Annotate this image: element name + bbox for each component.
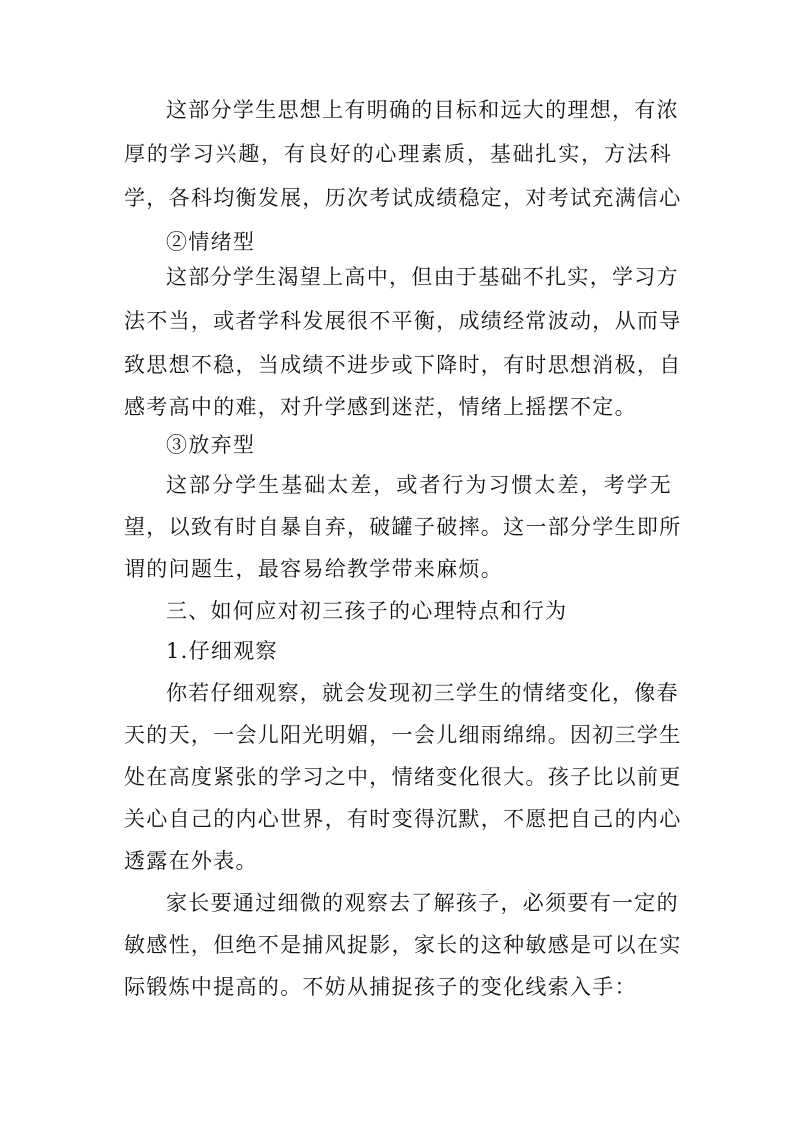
paragraph-4-line-1: 你若仔细观察，就会发现初三学生的情绪变化，像春 (166, 681, 679, 705)
paragraph-2-line-1: 这部分学生渴望上高中，但由于基础不扎实，学习方 (166, 265, 679, 289)
paragraph-1-line-3: 学，各科均衡发展，历次考试成绩稳定，对考试充满信心 (124, 186, 682, 210)
subheading-abandon-type: ③放弃型 (166, 433, 256, 457)
paragraph-4-line-5: 透露在外表。 (124, 849, 258, 873)
paragraph-5-line-2: 敏感性，但绝不是捕风捉影，家长的这种敏感是可以在实 (124, 933, 682, 957)
paragraph-4-line-2: 天的天，一会儿阳光明媚，一会儿细雨绵绵。因初三学生 (124, 723, 682, 747)
paragraph-3-line-1: 这部分学生基础太差，或者行为习惯太差，考学无 (166, 473, 672, 497)
paragraph-3-line-2: 望，以致有时自暴自弃，破罐子破摔。这一部分学生即所 (124, 515, 682, 539)
paragraph-3-line-3: 谓的问题生，最容易给教学带来麻烦。 (124, 557, 504, 581)
paragraph-2-line-4: 感考高中的难，对升学感到迷茫，情绪上摇摆不定。 (124, 395, 637, 419)
paragraph-4-line-4: 关心自己的内心世界，有时变得沉默，不愿把自己的内心 (124, 807, 682, 831)
paragraph-1-line-2: 厚的学习兴趣，有良好的心理素质，基础扎实，方法科 (124, 142, 672, 166)
paragraph-2-line-2: 法不当，或者学科发展很不平衡，成绩经常波动，从而导 (124, 309, 682, 333)
section-heading-3: 三、如何应对初三孩子的心理特点和行为 (166, 599, 568, 623)
paragraph-2-line-3: 致思想不稳，当成绩不进步或下降时，有时思想消极，自 (124, 353, 682, 377)
paragraph-4-line-3: 处在高度紧张的学习之中，情绪变化很大。孩子比以前更 (124, 765, 682, 789)
subheading-observe: 1.仔细观察 (166, 639, 278, 663)
paragraph-5-line-3: 际锻炼中提高的。不妨从捕捉孩子的变化线索入手： (124, 975, 637, 999)
paragraph-5-line-1: 家长要通过细微的观察去了解孩子，必须要有一定的 (166, 891, 679, 915)
paragraph-1-line-1: 这部分学生思想上有明确的目标和远大的理想，有浓 (166, 98, 679, 122)
subheading-emotional-type: ②情绪型 (166, 230, 256, 254)
